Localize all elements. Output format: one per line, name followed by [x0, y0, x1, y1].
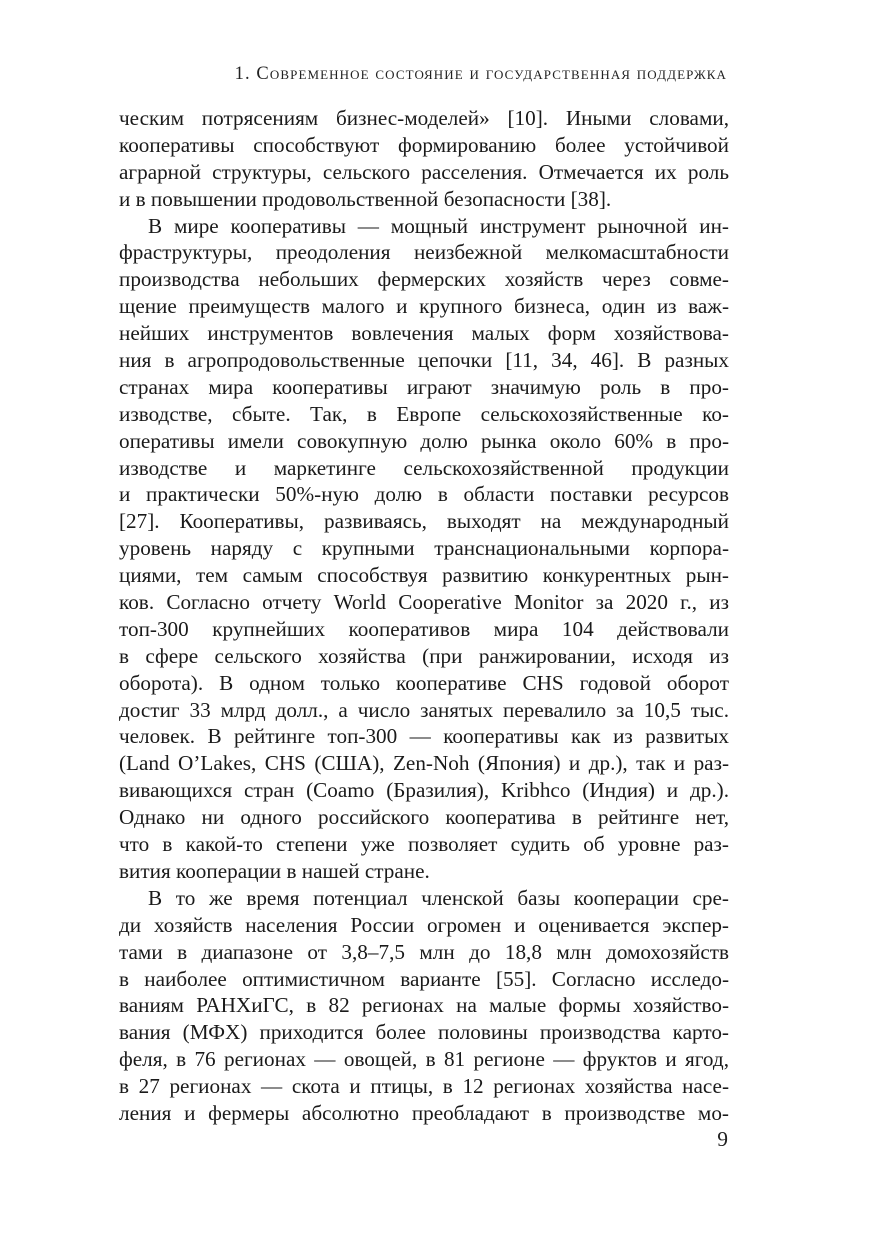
paragraph-1 — [119, 105, 729, 213]
text-line: вития кооперации в нашей стране. — [119, 858, 430, 883]
text-line: В то же время потенциал членской базы кооперации сре- — [148, 885, 729, 910]
text-line: кооперативы способствуют формированию более устойчивой — [119, 132, 729, 157]
text-line: человек. В рейтинге топ-300 — кооперативы как из развитых — [119, 724, 729, 749]
text-line: ваниям РАНХиГС, в 82 регионах на малые формы хозяйство- — [119, 993, 729, 1018]
text-line: фраструктуры, преодоления неизбежной мелкомасштабности — [119, 240, 729, 265]
text-line: и в повышении продовольственной безопасности [38]. — [119, 186, 612, 211]
text-line: странах мира кооперативы играют значимую роль в про- — [119, 374, 729, 399]
text-line: и практически 50%-ную долю в области поставки ресурсов — [119, 482, 729, 507]
text-line: в наиболее оптимистичном варианте [55]. Согласно исследо- — [119, 966, 729, 991]
text-line: В мире кооперативы — мощный инструмент рыночной ин- — [148, 213, 729, 238]
text-line: производства небольших фермерских хозяйств через совме- — [119, 267, 729, 292]
text-line: ческим потрясениям бизнес-моделей» [10]. Иными словами, — [119, 106, 729, 130]
text-line: (Land O’Lakes, CHS (США), Zen-Noh (Япония) и др.), так и раз- — [119, 751, 729, 776]
body-text — [119, 105, 729, 1127]
text-line: в 27 регионах — скота и птицы, в 12 регионах хозяйства насе- — [119, 1074, 729, 1099]
text-line: аграрной структуры, сельского расселения. Отмечается их роль — [119, 159, 729, 184]
text-line: ления и фермеры абсолютно преобладают в производстве мо- — [119, 1100, 729, 1125]
text-line: что в какой-то степени уже позволяет судить об уровне раз- — [119, 832, 729, 857]
text-line: оборота). В одном только кооперативе CHS годовой оборот — [119, 670, 729, 695]
text-line: ния в агропродовольственные цепочки [11, 34, 46]. В разных — [119, 348, 729, 373]
text-line: Однако ни одного российского кооператива в рейтинге нет, — [119, 805, 729, 830]
text-line: циями, тем самым способствуя развитию конкурентных рын- — [119, 563, 729, 588]
text-line: вания (МФХ) приходится более половины производства карто- — [119, 1020, 729, 1045]
text-line: [27]. Кооперативы, развиваясь, выходят на международный — [119, 509, 729, 534]
text-line: топ-300 крупнейших кооперативов мира 104 действовали — [119, 616, 729, 641]
text-line: феля, в 76 регионах — овощей, в 81 регионе — фруктов и ягод, — [119, 1047, 729, 1072]
paragraph-2 — [119, 213, 729, 885]
paragraph-3 — [119, 885, 729, 1127]
text-line: оперативы имели совокупную долю рынка около 60% в про- — [119, 428, 729, 453]
text-line: ков. Согласно отчету World Cooperative Monitor за 2020 г., из — [119, 590, 729, 615]
text-line: изводстве и маркетинге сельскохозяйственной продукции — [119, 455, 729, 480]
text-line: изводстве, сбыте. Так, в Европе сельскохозяйственные ко- — [119, 401, 729, 426]
text-line: нейших инструментов вовлечения малых форм хозяйствова- — [119, 321, 729, 346]
text-line: достиг 33 млрд долл., а число занятых перевалило за 10,5 тыс. — [119, 697, 729, 722]
text-line: тами в диапазоне от 3,8–7,5 млн до 18,8 млн домохозяйств — [119, 939, 729, 964]
text-line: уровень наряду с крупными транснациональными корпора- — [119, 536, 729, 561]
text-line: вивающихся стран (Coamo (Бразилия), Kribhco (Индия) и др.). — [119, 778, 729, 803]
running-header: 1. Современное состояние и государственная поддержка — [234, 64, 727, 84]
text-line: щение преимуществ малого и крупного бизнеса, один из важ- — [119, 294, 729, 319]
text-line: в сфере сельского хозяйства (при ранжировании, исходя из — [119, 643, 729, 668]
text-line: ди хозяйств населения России огромен и оценивается экспер- — [119, 912, 729, 937]
page-number: 9 — [717, 1127, 728, 1151]
